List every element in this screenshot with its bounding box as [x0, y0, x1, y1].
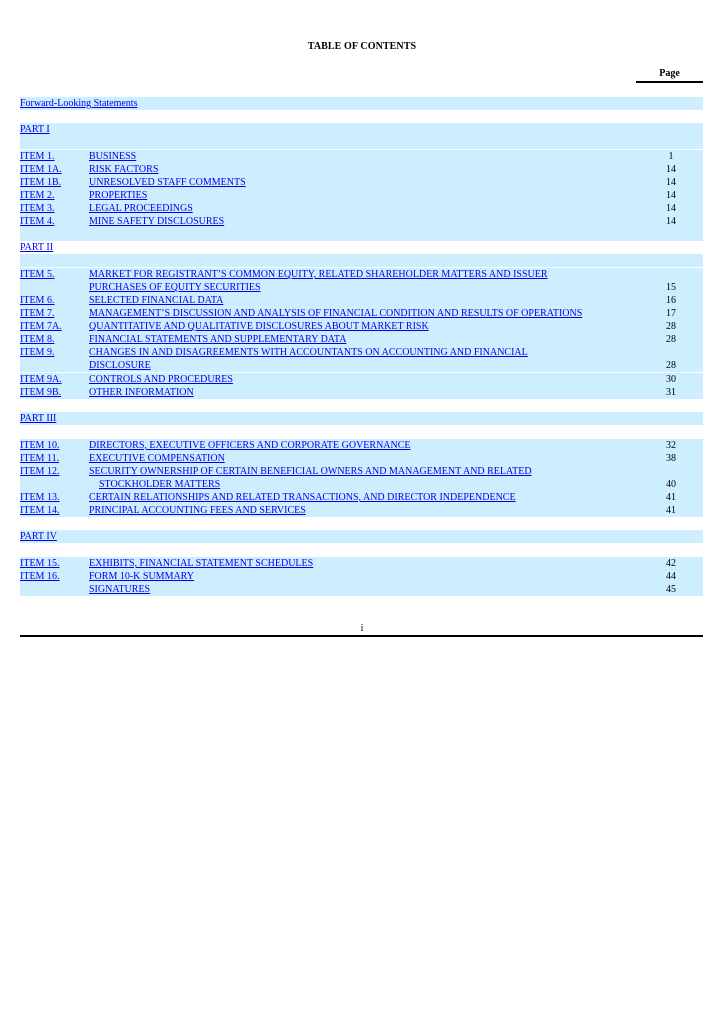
item-1a-page: 14 [666, 164, 676, 175]
item-13-page: 41 [666, 492, 676, 503]
item-3-title-link[interactable]: LEGAL PROCEEDINGS [89, 203, 193, 214]
toc-row-item-15 [20, 557, 703, 570]
item-7a-page: 28 [666, 321, 676, 332]
item-1a-title-link[interactable]: RISK FACTORS [89, 164, 159, 175]
item-11-title-link[interactable]: EXECUTIVE COMPENSATION [89, 453, 225, 464]
toc-row-item-5 [20, 268, 703, 294]
toc-row-part-3 [20, 412, 703, 425]
item-1b-page: 14 [666, 177, 676, 188]
spacer [20, 543, 703, 556]
item-14-page: 41 [666, 505, 676, 516]
item-5-title-line2-link[interactable]: PURCHASES OF EQUITY SECURITIES [89, 282, 261, 293]
item-7-page: 17 [666, 308, 676, 319]
toc-row-part-1 [20, 123, 703, 136]
toc-row-item-11 [20, 452, 703, 465]
toc-row-item-9b [20, 386, 703, 399]
item-16-page: 44 [666, 571, 676, 582]
item-6-title-link[interactable]: SELECTED FINANCIAL DATA [89, 295, 224, 306]
item-14-link[interactable]: ITEM 14. [20, 505, 60, 516]
toc-title: TABLE OF CONTENTS [307, 41, 417, 52]
item-2-link[interactable]: ITEM 2. [20, 190, 55, 201]
item-7-title-link[interactable]: MANAGEMENT’S DISCUSSION AND ANALYSIS OF FINANCIAL CONDITION AND RESULTS OF OPERATIONS [89, 308, 583, 319]
toc-row-item-7 [20, 307, 703, 320]
item-1a-link[interactable]: ITEM 1A. [20, 164, 62, 175]
item-8-page: 28 [666, 334, 676, 345]
spacer [20, 425, 703, 438]
item-9-title-line2-link[interactable]: DISCLOSURE [89, 360, 151, 371]
signatures-page: 45 [666, 584, 676, 595]
toc-row-signatures [20, 583, 703, 596]
item-4-page: 14 [666, 216, 676, 227]
item-7a-link[interactable]: ITEM 7A. [20, 321, 62, 332]
item-11-link[interactable]: ITEM 11. [20, 453, 60, 464]
item-9b-title-link[interactable]: OTHER INFORMATION [89, 387, 194, 398]
item-16-link[interactable]: ITEM 16. [20, 571, 60, 582]
item-5-title-link[interactable]: MARKET FOR REGISTRANT’S COMMON EQUITY, RELATED SHAREHOLDER MATTERS AND ISSUER [89, 269, 548, 280]
item-15-link[interactable]: ITEM 15. [20, 558, 60, 569]
toc-row-item-16 [20, 570, 703, 583]
item-9b-page: 31 [666, 387, 676, 398]
part-4-link[interactable]: PART IV [20, 531, 57, 542]
toc-row-item-3 [20, 202, 703, 215]
spacer-row [20, 136, 703, 149]
item-1-title-link[interactable]: BUSINESS [89, 151, 137, 162]
item-13-title-link[interactable]: CERTAIN RELATIONSHIPS AND RELATED TRANSACTIONS, AND DIRECTOR INDEPENDENCE [89, 492, 516, 503]
footer-divider [20, 635, 703, 637]
item-3-link[interactable]: ITEM 3. [20, 203, 55, 214]
item-3-page: 14 [666, 203, 676, 214]
item-1-link[interactable]: ITEM 1. [20, 151, 55, 162]
item-12-page: 40 [666, 479, 676, 490]
item-10-link[interactable]: ITEM 10. [20, 440, 60, 451]
item-12-title-line2-link[interactable]: STOCKHOLDER MATTERS [99, 479, 221, 490]
item-1b-title-link[interactable]: UNRESOLVED STAFF COMMENTS [89, 177, 246, 188]
toc-row-item-10 [20, 439, 703, 452]
item-15-title-link[interactable]: EXHIBITS, FINANCIAL STATEMENT SCHEDULES [89, 558, 314, 569]
toc-row-part-4 [20, 530, 703, 543]
item-9-page: 28 [666, 360, 676, 371]
signatures-link[interactable]: SIGNATURES [89, 584, 151, 595]
toc-row-forward-looking [20, 97, 703, 110]
footer-page-number: i [360, 623, 364, 634]
toc-row-item-13 [20, 491, 703, 504]
toc-row-item-9 [20, 346, 703, 372]
item-1-page: 1 [668, 151, 674, 162]
item-8-title-link[interactable]: FINANCIAL STATEMENTS AND SUPPLEMENTARY DATA [89, 334, 347, 345]
toc-row-item-7a [20, 320, 703, 333]
toc-row-item-2 [20, 189, 703, 202]
item-4-title-link[interactable]: MINE SAFETY DISCLOSURES [89, 216, 225, 227]
item-9-title-link[interactable]: CHANGES IN AND DISAGREEMENTS WITH ACCOUNTANTS ON ACCOUNTING AND FINANCIAL [89, 347, 528, 358]
toc-row-item-1 [20, 150, 703, 163]
item-7-link[interactable]: ITEM 7. [20, 308, 55, 319]
item-9b-link[interactable]: ITEM 9B. [20, 387, 62, 398]
item-16-title-link[interactable]: FORM 10-K SUMMARY [89, 571, 195, 582]
item-6-link[interactable]: ITEM 6. [20, 295, 55, 306]
item-10-page: 32 [666, 440, 676, 451]
toc-row-item-6 [20, 294, 703, 307]
part-1-link[interactable]: PART I [20, 124, 50, 135]
forward-looking-link[interactable]: Forward-Looking Statements [20, 98, 138, 109]
toc-row-item-1b [20, 176, 703, 189]
item-10-title-link[interactable]: DIRECTORS, EXECUTIVE OFFICERS AND CORPORATE GOVERNANCE [89, 440, 411, 451]
toc-row-item-8 [20, 333, 703, 346]
page-column-header: Page [636, 68, 703, 83]
spacer-row [20, 228, 703, 241]
toc-row-item-1a [20, 163, 703, 176]
item-5-link[interactable]: ITEM 5. [20, 269, 55, 280]
part-3-link[interactable]: PART III [20, 413, 57, 424]
item-9a-title-link[interactable]: CONTROLS AND PROCEDURES [89, 374, 233, 385]
spacer-row [20, 254, 703, 267]
part-2-link[interactable]: PART II [20, 242, 54, 253]
item-12-link[interactable]: ITEM 12. [20, 466, 60, 477]
item-8-link[interactable]: ITEM 8. [20, 334, 55, 345]
item-13-link[interactable]: ITEM 13. [20, 492, 60, 503]
item-5-page: 15 [666, 282, 676, 293]
spacer [20, 110, 703, 123]
item-4-link[interactable]: ITEM 4. [20, 216, 55, 227]
toc-row-item-4 [20, 215, 703, 228]
item-9a-link[interactable]: ITEM 9A. [20, 374, 62, 385]
item-11-page: 38 [666, 453, 676, 464]
item-2-page: 14 [666, 190, 676, 201]
item-9a-page: 30 [666, 374, 676, 385]
item-9-link[interactable]: ITEM 9. [20, 347, 55, 358]
item-1b-link[interactable]: ITEM 1B. [20, 177, 62, 188]
item-7a-title-link[interactable]: QUANTITATIVE AND QUALITATIVE DISCLOSURES ABOUT MARKET RISK [89, 321, 429, 332]
item-6-page: 16 [666, 295, 676, 306]
toc-row-item-14 [20, 504, 703, 517]
item-15-page: 42 [666, 558, 676, 569]
toc-row-part-2 [20, 241, 703, 254]
item-14-title-link[interactable]: PRINCIPAL ACCOUNTING FEES AND SERVICES [89, 505, 306, 516]
item-2-title-link[interactable]: PROPERTIES [89, 190, 148, 201]
toc-row-item-9a [20, 373, 703, 386]
toc-row-item-12 [20, 465, 703, 491]
item-12-title-link[interactable]: SECURITY OWNERSHIP OF CERTAIN BENEFICIAL OWNERS AND MANAGEMENT AND RELATED [89, 466, 532, 477]
